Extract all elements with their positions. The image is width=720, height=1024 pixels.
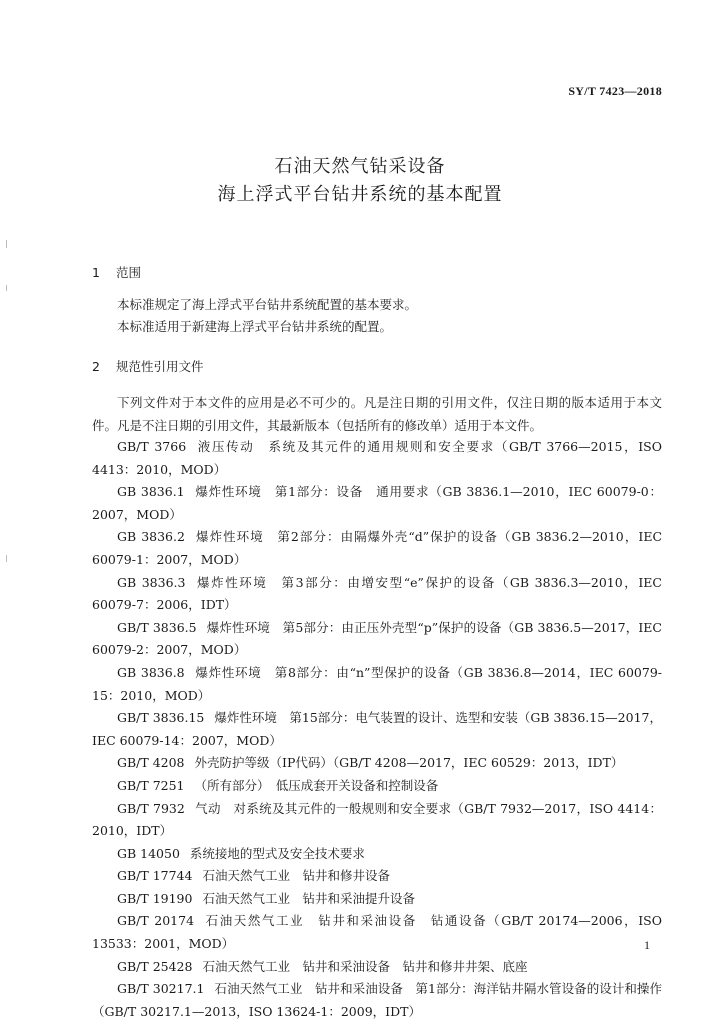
reference-text: 气动 对系统及其元件的一般规则和安全要求（GB/T 7932—2017，ISO 4414：2010，IDT） — [92, 800, 662, 839]
document-title-line2: 海上浮式平台钻井系统的基本配置 — [217, 184, 503, 205]
reference-item — [92, 865, 662, 888]
reference-text: 系统接地的型式及安全技术要求 — [189, 845, 365, 861]
reference-code: GB 3836.2 — [117, 529, 185, 545]
reference-item — [92, 910, 662, 955]
reference-text: 液压传动 系统及其元件的通用规则和安全要求（GB/T 3766—2015，ISO 4413：2010，MOD） — [92, 439, 662, 477]
reference-list — [92, 436, 662, 1023]
reference-code: GB/T 7251 — [117, 777, 185, 793]
reference-code: GB/T 4208 — [117, 755, 185, 771]
section-heading-normative-references — [92, 357, 204, 375]
reference-item — [92, 978, 662, 1023]
section-title: 范围 — [116, 265, 142, 280]
reference-item — [92, 481, 662, 526]
section-heading-scope — [92, 263, 141, 281]
page-number: 1 — [644, 938, 650, 952]
reference-code: GB/T 7932 — [117, 800, 185, 816]
reference-code: GB/T 30217.1 — [117, 981, 205, 997]
reference-text: 石油天然气工业 钻井和采油设备 钻井和修井井架、底座 — [202, 958, 528, 974]
scan-edge-mark — [6, 555, 7, 562]
scope-paragraph-2: 本标准适用于新建海上浮式平台钻井系统的配置。 — [117, 319, 393, 334]
reference-item — [92, 956, 662, 979]
reference-item — [92, 775, 662, 798]
reference-item — [92, 572, 662, 617]
scan-edge-mark — [6, 240, 7, 248]
reference-code: GB 3836.1 — [117, 484, 185, 500]
reference-text: 外壳防护等级（IP代码）（GB/T 4208—2017，IEC 60529：2013，IDT） — [194, 755, 624, 771]
reference-item — [92, 662, 662, 707]
standard-code: SY/T 7423—2018 — [568, 84, 662, 98]
reference-code: GB/T 3836.5 — [117, 619, 197, 635]
reference-text: 爆炸性环境 第2部分：由隔爆外壳“d”保护的设备（GB 3836.2—2010，IEC 60079-1：2007，MOD） — [92, 529, 663, 567]
reference-text: 石油天然气工业 钻井和修井设备 — [202, 868, 390, 884]
reference-code: GB/T 25428 — [117, 958, 193, 974]
reference-code: GB/T 17744 — [117, 868, 193, 884]
reference-text: 爆炸性环境 第8部分：由“n”型保护的设备（GB 3836.8—2014，IEC 60079-15：2010，MOD） — [92, 664, 662, 703]
reference-code: GB 3836.3 — [117, 574, 186, 590]
reference-text: 石油天然气工业 钻井和采油设备 第1部分：海洋钻井隔水管设备的设计和操作（GB/T 30217.1—2013，ISO 13624-1：2009，IDT） — [92, 981, 662, 1019]
reference-code: GB 14050 — [117, 845, 180, 861]
reference-item — [92, 707, 662, 752]
reference-item — [92, 752, 662, 775]
reference-code: GB 3836.8 — [117, 664, 185, 680]
reference-text: 石油天然气工业 钻井和采油提升设备 — [202, 890, 415, 906]
reference-code: GB/T 19190 — [117, 890, 193, 906]
references-intro-paragraph: 下列文件对于本文件的应用是必不可少的。凡是注日期的引用文件，仅注日期的版本适用于本文件。凡是不注日期的引用文件，其最新版本（包括所有的修改单）适用于本文件。 — [92, 395, 662, 433]
reference-code: GB/T 20174 — [117, 913, 195, 929]
reference-text: 爆炸性环境 第5部分：由正压外壳型“p”保护的设备（GB 3836.5—2017，IEC 60079-2：2007，MOD） — [92, 619, 662, 658]
reference-code: GB/T 3836.15 — [117, 710, 205, 726]
reference-code: GB/T 3766 — [117, 439, 187, 454]
section-number: 2 — [92, 359, 100, 374]
reference-item — [92, 888, 662, 911]
scope-paragraph-1: 本标准规定了海上浮式平台钻井系统配置的基本要求。 — [117, 297, 418, 312]
reference-text: 爆炸性环境 第15部分：电气装置的设计、选型和安装（GB 3836.15—2017，IEC 60079-14：2007，MOD） — [92, 710, 662, 748]
reference-item — [92, 526, 662, 571]
reference-item — [92, 617, 662, 662]
reference-text: （所有部分） 低压成套开关设备和控制设备 — [194, 777, 439, 793]
reference-text: 爆炸性环境 第3部分：由增安型“e”保护的设备（GB 3836.3—2010，IEC 60079-7：2006，IDT） — [92, 574, 662, 613]
reference-item — [92, 843, 662, 866]
reference-item — [92, 798, 662, 843]
section-title: 规范性引用文件 — [116, 359, 204, 374]
document-title-line1: 石油天然气钻采设备 — [274, 156, 446, 177]
scan-edge-mark — [6, 285, 7, 291]
reference-text: 石油天然气工业 钻井和采油设备 钻通设备（GB/T 20174—2006，ISO 13533：2001，MOD） — [92, 913, 662, 952]
section-number: 1 — [92, 265, 100, 280]
reference-text: 爆炸性环境 第1部分：设备 通用要求（GB 3836.1—2010，IEC 60079-0：2007，MOD） — [92, 484, 662, 522]
reference-item — [92, 436, 662, 481]
